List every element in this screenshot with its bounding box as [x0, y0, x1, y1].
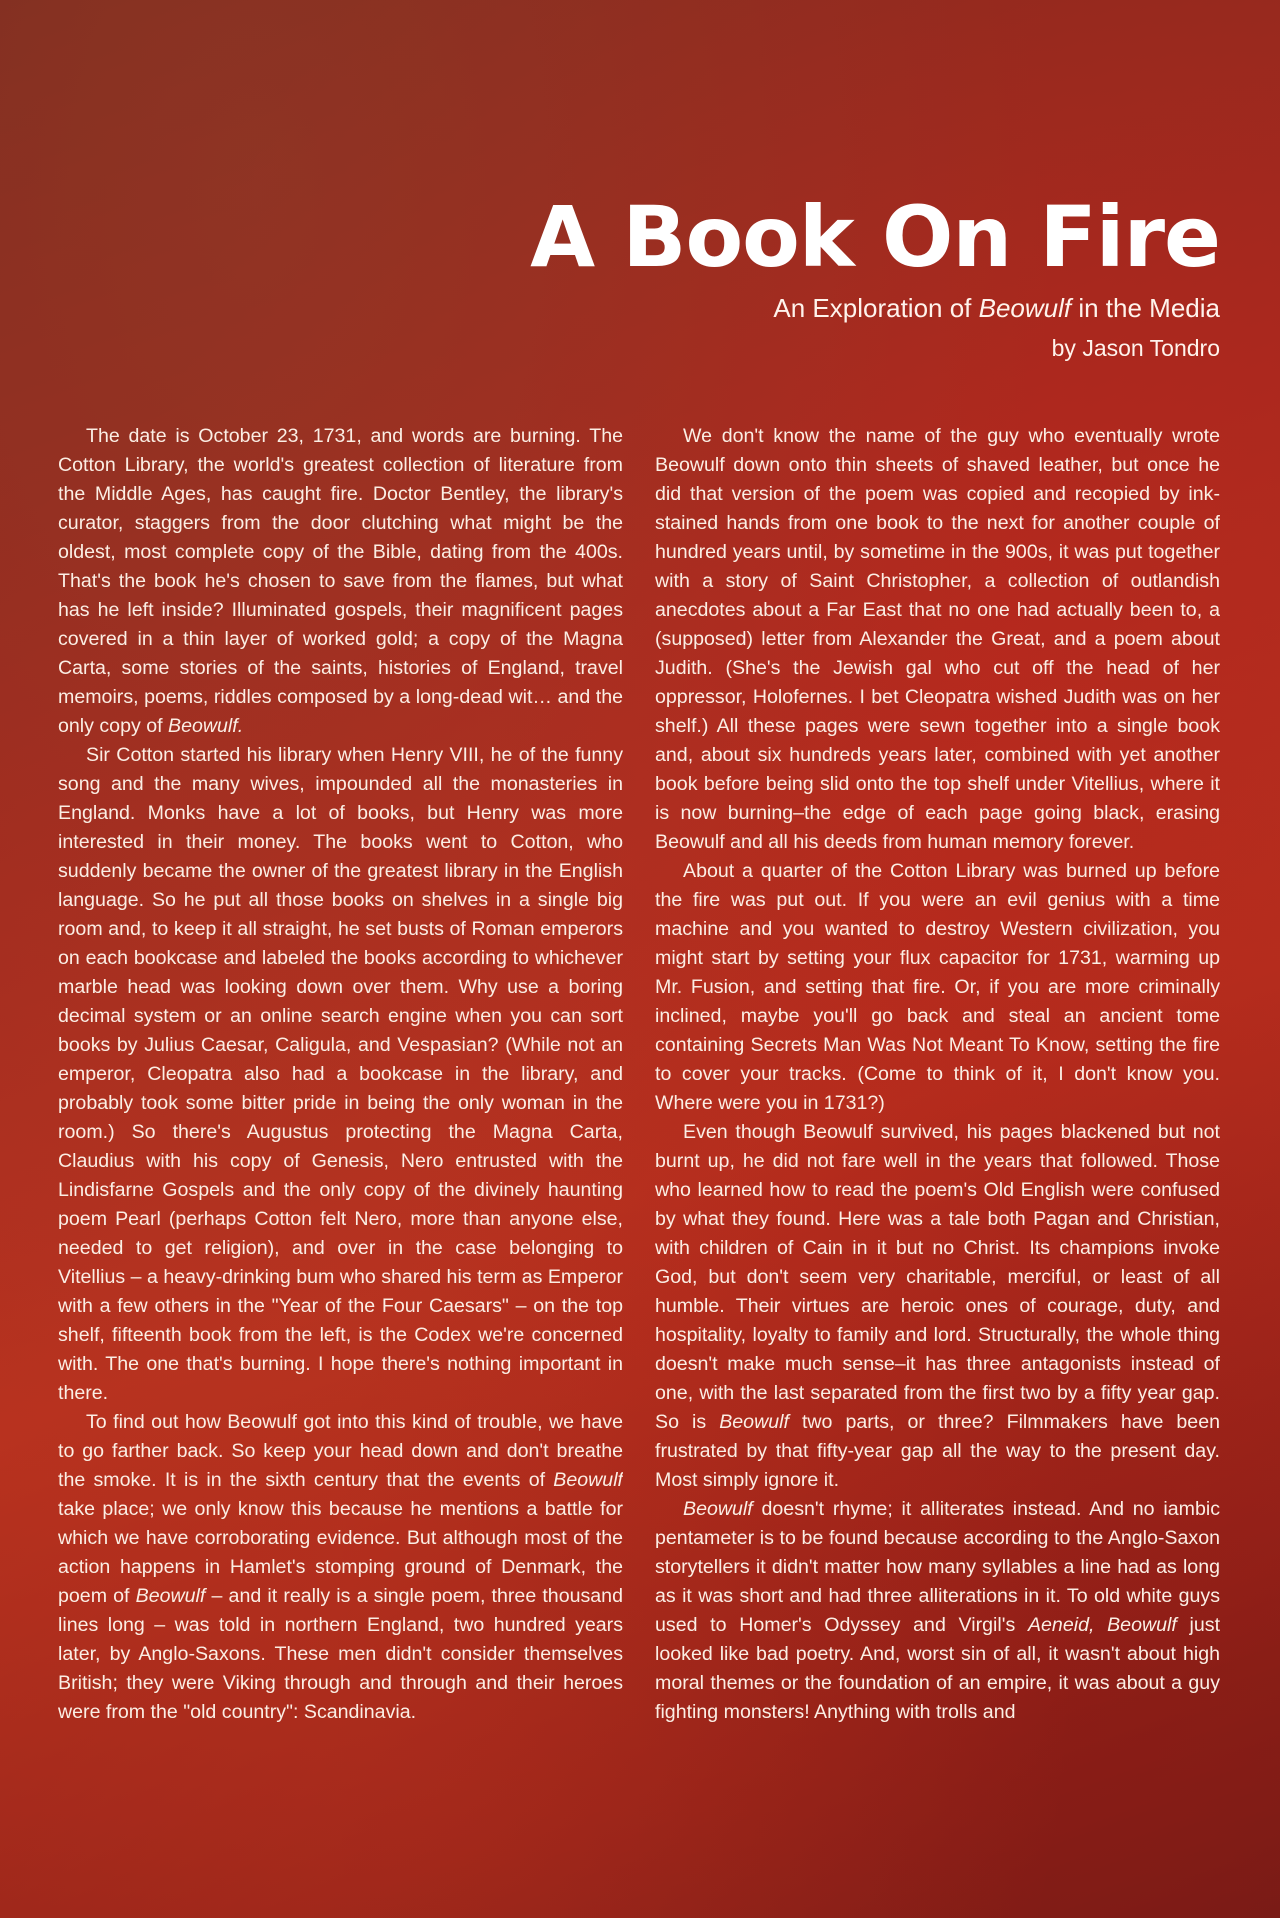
italic-title: Beowulf	[719, 1411, 789, 1433]
left-column	[58, 422, 623, 1892]
paragraph: We don't know the name of the guy who eventually wrote Beowulf down onto thin sheets of shaved leather, but once he did that version of the poem was copied and recopied by ink-stained hands from one book to the next for another couple of hundred years until, by sometime in the 900s, it was put together with a story of Saint Christopher, a collection of outlandish anecdotes about a Far East that no one had actually been to, a (supposed) letter from Alexander the Great, and a poem about Judith. (She's the Jewish gal who cut off the head of her oppressor, Holofernes. I bet Cleopatra wished Judith was on her shelf.) All these pages were sewn together into a single book and, about six hundreds years later, combined with yet another book before being slid onto the top shelf under Vitellius, where it is now burning–the edge of each page going black, erasing Beowulf and all his deeds from human memory forever.	[655, 425, 1220, 853]
paragraph-text: take place; we only know this because he mentions a battle for which we have corroborating evidence. But although most of the action happens in Hamlet's stomping ground of Denmark, the poem of	[58, 1498, 623, 1607]
article-subtitle	[773, 293, 1220, 324]
paragraph	[58, 422, 623, 741]
subtitle-emphasis: Beowulf	[978, 293, 1072, 323]
paragraph-text: – and it really is a single poem, three thousand lines long – was told in northern England, two hundred years later, by Anglo-Saxons. These men didn't consider themselves British; they were Viking through and through and their heroes were from the "old country": Scandinavia.	[58, 1585, 623, 1723]
paragraph-text: two parts, or three? Filmmakers have been frustrated by that fifty-year gap all the way to the present day. Most simply ignore it.	[655, 1411, 1220, 1491]
paragraph-text: To find out how Beowulf got into this kind of trouble, we have to go farther back. So keep your head down and don't breathe the smoke. It is in the sixth century that the events of	[58, 1411, 623, 1491]
paragraph-text: The date is October 23, 1731, and words are burning. The Cotton Library, the world's greatest collection of literature from the Middle Ages, has caught fire. Doctor Bentley, the library's curator, staggers from the door clutching what might be the oldest, most complete copy of the Bible, dating from the 400s. That's the book he's chosen to save from the flames, but what has he left inside? Illuminated gospels, their magnificent pages covered in a thin layer of worked gold; a copy of the Magna Carta, some stories of the saints, histories of England, travel memoirs, poems, riddles composed by a long-dead wit… and the only copy of	[58, 425, 623, 737]
paragraph-text: just looked like bad poetry. And, worst sin of all, it wasn't about high moral themes or the foundation of an empire, it was about a guy fighting monsters! Anything with trolls and	[655, 1614, 1220, 1723]
italic-title: Beowulf	[553, 1469, 623, 1491]
right-column	[655, 422, 1220, 1892]
subtitle-post: in the Media	[1071, 293, 1220, 323]
italic-title: Beowulf.	[168, 715, 244, 737]
subtitle-pre: An Exploration of	[773, 293, 979, 323]
paragraph: Sir Cotton started his library when Henry VIII, he of the funny song and the many wives, impounded all the monasteries in England. Monks have a lot of books, but Henry was more interested in their money. The books went to Cotton, who suddenly became the owner of the greatest library in the English language. So he put all those books on shelves in a single big room and, to keep it all straight, he set busts of Roman emperors on each bookcase and labeled the books according to whichever marble head was looking down over them. Why use a boring decimal system or an online search engine when you can sort books by Julius Caesar, Caligula, and Vespasian? (While not an emperor, Cleopatra also had a bookcase in the library, and probably took some bitter pride in being the only woman in the room.) So there's Augustus protecting the Magna Carta, Claudius with his copy of Genesis, Nero entrusted with the Lindisfarne Gospels and the only copy of the divinely haunting poem Pearl (perhaps Cotton felt Nero, more than anyone else, needed to get religion), and over in the case belonging to Vitellius – a heavy-drinking bum who shared his term as Emperor with a few others in the "Year of the Four Caesars" – on the top shelf, fifteenth book from the left, is the Codex we're concerned with. The one that's burning. I hope there's nothing important in there.	[58, 744, 623, 1404]
italic-title: Beowulf	[683, 1498, 753, 1520]
italic-title: Beowulf	[135, 1585, 206, 1607]
paragraph-text: Even though Beowulf survived, his pages blackened but not burnt up, he did not fare well in the years that followed. Those who learned how to read the poem's Old English were confused by what they found. Here was a tale both Pagan and Christian, with children of Cain in it but no Christ. Its champions invoke God, but don't seem very charitable, merciful, or least of all humble. Their virtues are heroic ones of courage, duty, and hospitality, loyalty to family and lord. Structurally, the whole thing doesn't make much sense–it has three antagonists instead of one, with the last separated from the first two by a fifty year gap. So is	[655, 1121, 1220, 1433]
paragraph	[655, 1118, 1220, 1495]
italic-title: Aeneid, Beowulf	[1027, 1614, 1177, 1636]
article-title: A Book On Fire	[530, 188, 1220, 286]
paragraph	[58, 1408, 623, 1727]
byline: by Jason Tondro	[1051, 335, 1220, 361]
paragraph-text: doesn't rhyme; it alliterates instead. And no iambic pentameter is to be found because according to the Anglo-Saxon storytellers it didn't matter how many syllables a line had as long as it was short and had three alliterations in it. To old white guys used to Homer's Odyssey and Virgil's	[655, 1498, 1220, 1636]
paragraph: About a quarter of the Cotton Library was burned up before the fire was put out. If you were an evil genius with a time machine and you wanted to destroy Western civilization, you might start by setting your flux capacitor for 1731, warming up Mr. Fusion, and setting that fire. Or, if you are more criminally inclined, maybe you'll go back and steal an ancient tome containing Secrets Man Was Not Meant To Know, setting the fire to cover your tracks. (Come to think of it, I don't know you. Where were you in 1731?)	[655, 860, 1220, 1114]
paragraph	[655, 1495, 1220, 1727]
